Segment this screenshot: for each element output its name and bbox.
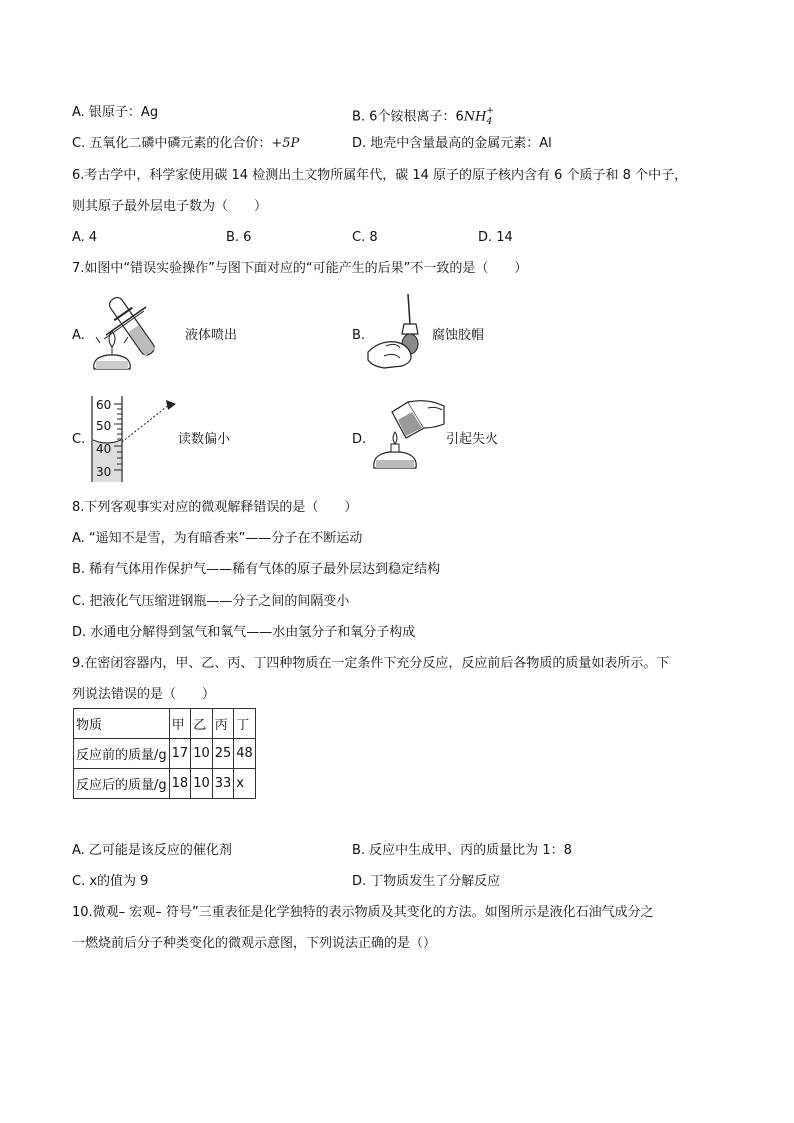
table-row xyxy=(74,739,256,769)
q7-option-d-caption: 引起失火 xyxy=(446,432,499,447)
cylinder-tick-50: 50 xyxy=(96,419,112,433)
q9-stem-line1: 9.在密闭容器内，甲、乙、丙、丁四种物质在一定条件下充分反应，反应前后各物质的质量如表所示。下 xyxy=(72,656,670,671)
dropper-hand-figure xyxy=(366,290,430,376)
q7-option-a-letter: A. xyxy=(72,328,85,343)
table-cell: 10 xyxy=(191,769,213,799)
q5-option-c xyxy=(72,135,299,153)
q5-option-b-formula: NH xyxy=(463,109,487,125)
q7-option-d-letter: D. xyxy=(352,432,367,447)
q7-option-a-caption: 液体喷出 xyxy=(185,328,238,343)
table-cell: 10 xyxy=(191,739,213,769)
q9-option-a: A. 乙可能是该反应的催化剂 xyxy=(72,843,232,858)
mass-table xyxy=(73,708,256,799)
q8-option-b: B. 稀有气体用作保护气——稀有气体的原子最外层达到稳定结构 xyxy=(72,562,441,577)
table-header-cell: 丁 xyxy=(234,709,256,739)
q6-stem-line2: 则其原子最外层电子数为（ ） xyxy=(72,199,268,214)
q6-option-d: D. 14 xyxy=(478,230,513,245)
q5-option-b-text: B. 6个铵根离子：6 xyxy=(352,109,464,125)
q9-option-c: C. x的值为 9 xyxy=(72,874,149,889)
table-cell: 18 xyxy=(169,769,191,799)
q7-option-c-letter: C. xyxy=(72,432,86,447)
q7-option-b-caption: 腐蚀胶帽 xyxy=(432,328,485,343)
table-header-cell: 丙 xyxy=(212,709,234,739)
q5-option-b xyxy=(352,104,500,131)
q5-option-a: A. 银原子：Ag xyxy=(72,105,159,120)
q6-option-b: B. 6 xyxy=(226,230,252,245)
alcohol-lamp-refill-figure xyxy=(368,398,448,478)
q5-option-c-formula: +5P xyxy=(271,136,300,151)
table-header-cell: 物质 xyxy=(74,709,170,739)
q8-option-a: A. “遥知不是雪，为有暗香来”——分子在不断运动 xyxy=(72,531,363,546)
q6-option-c: C. 8 xyxy=(352,230,378,245)
q7-stem: 7.如图中“错误实验操作”与图下面对应的“可能产生的后果”不一致的是（ ） xyxy=(72,261,528,276)
cylinder-tick-30: 30 xyxy=(96,465,112,479)
q9-option-d: D. 丁物质发生了分解反应 xyxy=(352,874,501,889)
heating-test-tube-figure xyxy=(86,287,166,383)
q6-option-a: A. 4 xyxy=(72,230,98,245)
table-row xyxy=(74,769,256,799)
table-cell: 反应后的质量/g xyxy=(74,769,170,799)
q10-stem-line2: 一燃烧前后分子种类变化的微观示意图，下列说法正确的是（） xyxy=(72,936,437,951)
table-cell: 33 xyxy=(212,769,234,799)
table-cell: 反应前的质量/g xyxy=(74,739,170,769)
q8-stem: 8.下列客观事实对应的微观解释错误的是（ ） xyxy=(72,500,358,515)
table-cell: 17 xyxy=(169,739,191,769)
q9-option-b: B. 反应中生成甲、丙的质量比为 1：8 xyxy=(352,843,572,858)
table-cell: 48 xyxy=(234,739,256,769)
q5-option-d: D. 地壳中含量最高的金属元素：Al xyxy=(352,136,552,151)
mass-table-header xyxy=(74,709,256,739)
q8-option-d: D. 水通电分解得到氢气和氧气——水由氢分子和氧分子构成 xyxy=(72,625,416,640)
cylinder-tick-60: 60 xyxy=(96,398,112,412)
table-header-cell: 甲 xyxy=(169,709,191,739)
q6-stem-line1: 6.考古学中，科学家使用碳 14 检测出土文物所属年代，碳 14 原子的原子核内含有 6 个质子和 8 个中子， xyxy=(72,168,688,183)
q5-option-b-superscript: + xyxy=(486,106,494,116)
q7-option-c-caption: 读数偏小 xyxy=(178,432,231,447)
q10-stem-line1: 10.微观– 宏观– 符号”三重表征是化学独特的表示物质及其变化的方法。如图所示是液化石油气成分之 xyxy=(72,905,654,920)
cylinder-tick-40: 40 xyxy=(96,442,112,456)
q5-option-b-subscript: 4 xyxy=(486,116,493,127)
table-cell: 25 xyxy=(212,739,234,769)
q7-option-b-letter: B. xyxy=(352,328,366,343)
table-header-cell: 乙 xyxy=(191,709,213,739)
table-cell: x xyxy=(234,769,256,799)
q8-option-c: C. 把液化气压缩进钢瓶——分子之间的间隔变小 xyxy=(72,594,350,609)
q5-option-c-text: C. 五氧化二磷中磷元素的化合价： xyxy=(72,136,272,151)
q9-stem-line2: 列说法错误的是（ ） xyxy=(72,687,216,702)
